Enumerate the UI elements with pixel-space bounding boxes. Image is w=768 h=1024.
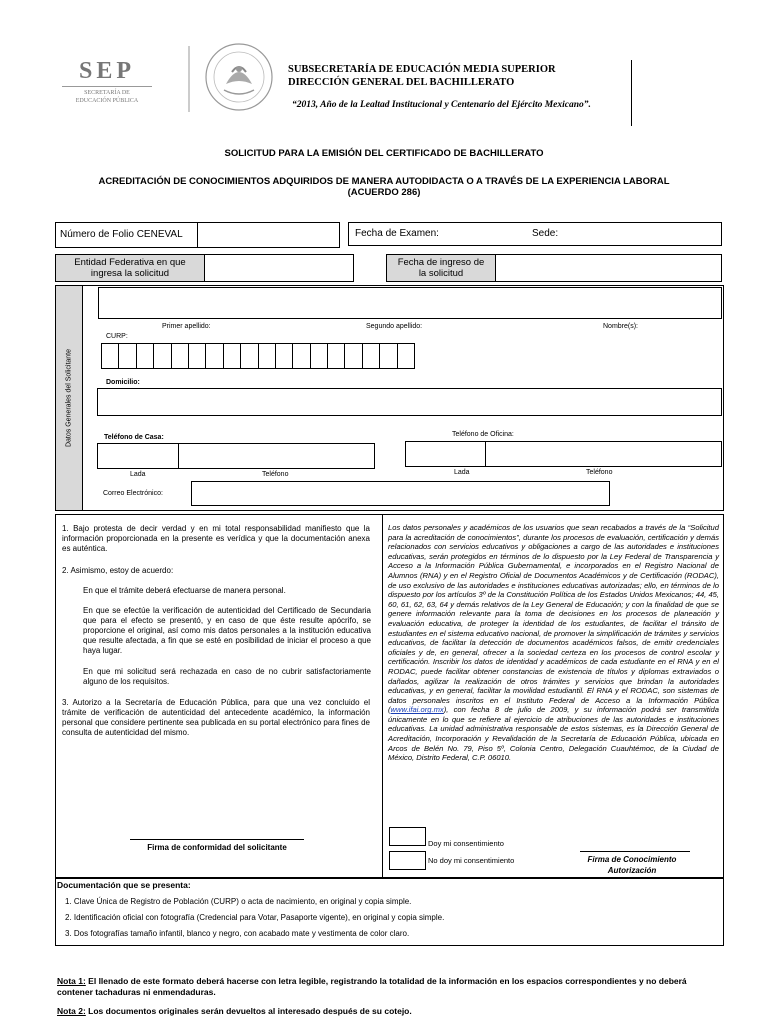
curp-cell[interactable] (101, 343, 119, 369)
curp-cell[interactable] (258, 343, 276, 369)
curp-cell[interactable] (379, 343, 397, 369)
knowledge-signature-label-1: Firma de Conocimiento (587, 855, 677, 864)
documentation-item-2: 2. Identificación oficial con fotografía (Credencial para Votar, Pasaporte vigente), en original y copia simple. (65, 913, 445, 922)
declaration-item-1: 1. Bajo protesta de decir verdad y en mi total responsabilidad manifiesto que la información proporcionada en la presente es verídica y que la documentación anexa es auténtica. (62, 524, 370, 553)
mexico-seal-icon (204, 42, 274, 112)
note-2-text: Los documentos originales serán devueltos al interesado después de su cotejo. (85, 1006, 412, 1016)
header-line2: DIRECCIÓN GENERAL DEL BACHILLERATO (288, 77, 515, 88)
fecha-ingreso-label-box (386, 254, 496, 282)
note-2 (57, 1006, 707, 1017)
consent-yes-label: Doy mi consentimiento (428, 839, 504, 848)
curp-cell[interactable] (362, 343, 380, 369)
entidad-label-2: ingresa la solicitud (90, 268, 170, 279)
name-input[interactable] (98, 287, 722, 319)
entidad-label-box (55, 254, 205, 282)
privacy-text-1: Los datos personales y académicos de los usuarios que sean recabados a través de la “Solicitud para la acreditación de conocimientos”, durante los procesos de evaluación, certificación y demás relacionados con servicios educativos y obligaciones a cargo de las autoridades e instituciones educativas, serán protegidos en términos de lo dispuesto por la Ley Federal de Transparencia y Acceso a la Información Pública Gubernamental, e incorporados en el Registro Nacional de Alumnos (RNA) y en el Registro Oficial de Documentos Académicos y de Certificación (RODAC), de uso exclusivo de las autoridades e instituciones educativas autorizadas; ello, en términos de lo dispuesto por los artículos 3º de la Constitución Política de los Estados Unidos Mexicanos; 44, 45, 60, 61, 62, 63, 64 y demás relativos de la Ley General de Educación; y con la finalidad de que se genere información relevante para la toma de decisiones en los procesos de planeación y evaluación educativa, de proteger la identidad de los estudiantes, de facilitar el tránsito de estudiantes en el sistema educativo nacional, de promover la simplificación de trámites y servicios educativos, de facilitar la detección de documentos académicos falsos, de emitir credenciales oficiales y de, en general, ofrecer a la sociedad certeza en los procesos de control escolar y certificación. Inscribir los datos de identidad y académicos de cada estudiante en el RNA y en el RODAC, puede facilitar obtener constancias de existencia de títulos y diplomas extraviados o dañados, agilizar la realización de otros trámites y servicios que brindan la autoridades educativas, y en general, facilitar la movilidad estudiantil. El RNA y el RODAC, son sistemas de datos personales inscritos en el Instituto Federal de Acceso a la Información Pública ( (388, 523, 719, 715)
declaration-sub-b: En que se efectúe la verificación de autenticidad del Certificado de Secundaria que para el efecto se presentó, y en caso de que éste resulte apócrifo, se proporcione el original, así como mis datos personales a la institución educativa que resulte afectada, a fin que se esté en posibilidad de iniciar el proceso a que haya lugar. (83, 606, 371, 655)
curp-cell[interactable] (153, 343, 171, 369)
entidad-label-1: Entidad Federativa en que (74, 257, 186, 268)
entidad-input[interactable] (204, 254, 354, 282)
declaration-divider (382, 514, 383, 878)
lada-casa-label: Lada (130, 471, 146, 478)
declaration-item-2: 2. Asimismo, estoy de acuerdo: (62, 566, 174, 575)
telefono-casa-label: Teléfono de Casa: (104, 434, 164, 441)
header-motto: “2013, Año de la Lealtad Institucional y Centenario del Ejército Mexicano”. (292, 100, 591, 110)
consent-yes-checkbox[interactable] (389, 827, 426, 846)
applicant-signature-line[interactable] (130, 839, 304, 840)
applicant-side-label: Datos Generales del Solicitante (65, 348, 73, 448)
declaration-sub-c: En que mi solicitud será rechazada en caso de no cubrir satisfactoriamente alguno de los requisitos. (83, 667, 371, 686)
telefono-casa-divider (178, 443, 179, 469)
telefono-casa-input[interactable] (97, 443, 375, 469)
telefono-oficina-label: Teléfono de Oficina: (452, 431, 514, 438)
segundo-apellido-label: Segundo apellido: (366, 323, 423, 330)
form-subtitle: ACREDITACIÓN DE CONOCIMIENTOS ADQUIRIDOS DE MANERA AUTODIDACTA O A TRAVÉS DE LA EXPERIENCIA LABORAL (98, 176, 670, 187)
note-1-text: El llenado de este formato deberá hacerse con letra legible, registrando la totalidad de la información en los espacios correspondientes y no deberá contener tachaduras ni enmendaduras. (57, 976, 687, 997)
lada-oficina-label: Lada (454, 469, 470, 476)
primer-apellido-label: Primer apellido: (162, 323, 211, 330)
nombres-label: Nombre(s): (603, 323, 639, 330)
curp-cell[interactable] (240, 343, 258, 369)
telefono-oficina-input[interactable] (405, 441, 722, 467)
domicilio-label: Domicilio: (106, 379, 140, 386)
curp-cell[interactable] (118, 343, 136, 369)
curp-cell[interactable] (344, 343, 362, 369)
header-divider (188, 46, 190, 112)
curp-cell[interactable] (205, 343, 223, 369)
exam-date-label: Fecha de Examen: (355, 228, 439, 239)
applicant-signature-label: Firma de conformidad del solicitante (147, 843, 287, 852)
curp-cell[interactable] (136, 343, 154, 369)
curp-cell[interactable] (223, 343, 241, 369)
sep-logo-title: SEP (78, 58, 135, 84)
telefono-oficina-sub-label: Teléfono (586, 469, 613, 476)
curp-cell[interactable] (171, 343, 189, 369)
note-1 (57, 976, 707, 998)
knowledge-signature-label-2: Autorización (607, 866, 657, 875)
sep-logo-sub1: SECRETARÍA DE (84, 90, 130, 96)
consent-no-checkbox[interactable] (389, 851, 426, 870)
ifai-link[interactable]: www.ifai.org.mx (390, 705, 444, 715)
curp-cell[interactable] (292, 343, 310, 369)
curp-cell[interactable] (188, 343, 206, 369)
curp-cell[interactable] (397, 343, 415, 369)
form-title: SOLICITUD PARA LA EMISIÓN DEL CERTIFICADO DE BACHILLERATO (224, 148, 544, 159)
form-subtitle-agreement: (ACUERDO 286) (347, 187, 421, 198)
note-1-label: Nota 1: (57, 976, 86, 986)
sep-logo-sub2: EDUCACIÓN PÚBLICA (75, 98, 139, 104)
correo-input[interactable] (191, 481, 610, 506)
sep-logo (52, 58, 162, 108)
note-2-label: Nota 2: (57, 1006, 86, 1016)
sede-label: Sede: (532, 228, 559, 239)
declaration-item-3: 3. Autorizo a la Secretaría de Educación Pública, para que una vez concluido el trámite de verificación de autenticidad del antecedente académico, la información personal que considere pertinente sea publicada en su portal electrónico para fines de consulta de autenticidad del mismo. (62, 698, 370, 737)
documentation-title: Documentación que se presenta: (57, 880, 191, 890)
curp-label: CURP: (106, 333, 128, 340)
curp-grid (101, 343, 415, 369)
folio-input[interactable] (198, 223, 339, 247)
curp-cell[interactable] (310, 343, 328, 369)
folio-label: Número de Folio CENEVAL (60, 229, 183, 240)
fecha-ingreso-input[interactable] (495, 254, 722, 282)
header-line1: SUBSECRETARÍA DE EDUCACIÓN MEDIA SUPERIOR (288, 64, 556, 75)
correo-label: Correo Electrónico: (103, 490, 163, 497)
consent-no-label: No doy mi consentimiento (428, 856, 515, 865)
telefono-casa-sub-label: Teléfono (262, 471, 289, 478)
sep-logo-rule (62, 86, 152, 87)
fecha-ingreso-label-1: Fecha de ingreso de (397, 257, 485, 268)
documentation-item-3: 3. Dos fotografías tamaño infantil, blanco y negro, con acabado mate y vestimenta de color claro. (65, 929, 410, 938)
documentation-item-1: 1. Clave Única de Registro de Población (CURP) o acta de nacimiento, en original y copia simple. (65, 897, 412, 906)
fecha-ingreso-label-2: la solicitud (418, 268, 464, 279)
telefono-oficina-divider (485, 441, 486, 467)
declaration-sub-a: En que el trámite deberá efectuarse de manera personal. (83, 586, 286, 595)
domicilio-input[interactable] (97, 388, 722, 416)
curp-cell[interactable] (327, 343, 345, 369)
privacy-notice (388, 523, 719, 763)
curp-cell[interactable] (275, 343, 293, 369)
knowledge-signature-line[interactable] (580, 851, 690, 852)
privacy-text-2: ), con fecha 8 de julio de 2009, y su información podrá ser transmitida únicamente en lo que se refiere al ejercicio de atribuciones de las autoridades e instituciones educativas. La unidad administrativa responsable de estos sistemas, es la Dirección General de Acreditación, Incorporación y Revalidación de la Secretaría de Educación Pública, ubicada en Arcos de Belén No. 79, Piso 5º, Colonia Centro, Delegación Cuauhtémoc, de la Ciudad de México, Distrito Federal, C.P. 06010. (388, 705, 719, 763)
